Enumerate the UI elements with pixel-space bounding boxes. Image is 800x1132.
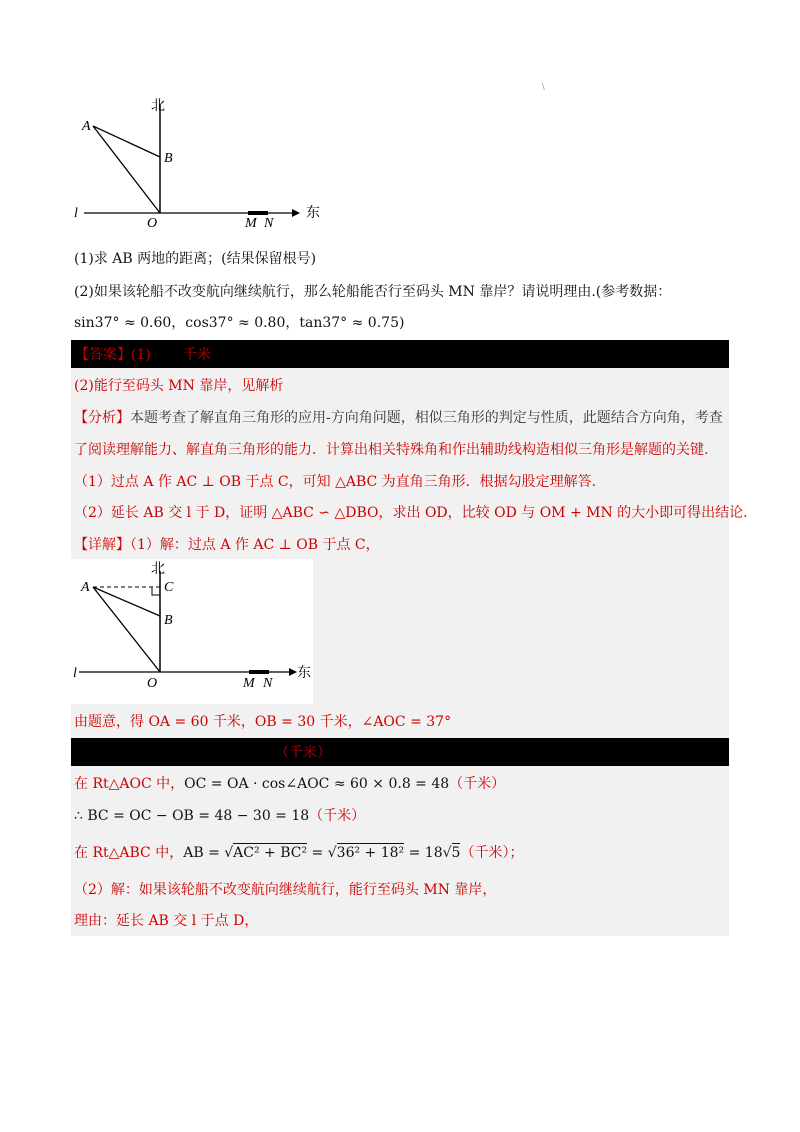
- label-north: 北: [151, 98, 165, 114]
- right-angle-mark: [152, 587, 160, 595]
- detail-text-1: （1）解：过点 A 作 AC ⊥ OB 于点 C，: [130, 537, 380, 553]
- analysis-text-1: 本题考查了解直角三角形的应用-方向角问题，相似三角形的判定与性质，此题结合方向角，考查: [130, 410, 723, 426]
- answer-line-2: (2)能行至码头 MN 靠岸，见解析: [74, 378, 284, 394]
- east-arrow-icon: [292, 209, 300, 217]
- reason-line: 理由：延长 AB 交 l 于点 D，: [74, 913, 259, 929]
- label-A: A: [82, 119, 91, 134]
- sqrt-2: √36² + 18²: [327, 845, 405, 861]
- oc-unit: （千米）: [449, 776, 506, 792]
- detail-tag: 【详解】: [74, 537, 130, 553]
- analysis-tag: 【分析】: [74, 410, 130, 426]
- ab-line: [74, 843, 523, 863]
- label-M-2: M: [243, 676, 255, 691]
- ab-radicand-1: AC² + BC²: [233, 845, 308, 861]
- ab-unit: （千米）；: [460, 845, 524, 861]
- label-C-2: C: [164, 580, 174, 595]
- bc-unit: （千米）: [309, 808, 366, 824]
- label-M: M: [245, 216, 257, 231]
- sqrt-1: √AC² + BC²: [224, 845, 308, 861]
- label-B-2: B: [164, 613, 173, 628]
- ab-eq: =: [307, 845, 328, 861]
- bc-line: [74, 806, 365, 826]
- analysis-line-2: 了阅读理解能力、解直角三角形的能力．计算出相关特殊角和作出辅助线构造相似三角形是解题的关键.: [74, 442, 709, 458]
- analysis-step-1: （1）过点 A 作 AC ⊥ OB 于点 C，可知 △ABC 为直角三角形．根据勾股定理解答.: [74, 474, 597, 490]
- label-N-2: N: [263, 676, 273, 691]
- ab-formula-left: AB =: [183, 845, 225, 861]
- detail-line-1: [74, 535, 380, 555]
- given-values: 由题意，得 OA = 60 千米，OB = 30 千米，∠AOC = 37°: [74, 714, 452, 730]
- label-A-2: A: [81, 580, 90, 595]
- line-AO: [93, 126, 160, 213]
- question-2: (2)如果该轮船不改变航向继续航行，那么轮船能否行至码头 MN 靠岸？请说明理由.(参考数据：: [74, 284, 672, 300]
- oc-prefix: 在 Rt△AOC 中，: [74, 776, 185, 792]
- hidden-step-unit: （千米）: [275, 745, 331, 761]
- analysis-step-2: （2）延长 AB 交 l 于 D，证明 △ABC ∽ △DBO，求出 OD，比较 OD 与 OM + MN 的大小即可得出结论.: [74, 505, 748, 521]
- question-1: (1)求 AB 两地的距离；(结果保留根号): [74, 251, 317, 267]
- label-l-2: l: [73, 666, 77, 681]
- ab-result: = 18: [404, 845, 443, 861]
- ab-prefix: 在 Rt△ABC 中，: [74, 845, 184, 861]
- sqrt-3: √5: [442, 845, 461, 861]
- figure-2-diagram: [71, 559, 313, 704]
- figure-1-diagram: [70, 92, 320, 232]
- line-AO-2: [93, 587, 160, 672]
- line-AB: [93, 126, 160, 157]
- label-O-2: O: [147, 676, 158, 691]
- label-O: O: [147, 216, 158, 231]
- answer-unit: 千米: [183, 347, 211, 363]
- label-B: B: [164, 151, 173, 166]
- label-east-2: 东: [297, 665, 311, 681]
- part-2-line: （2）解：如果该轮船不改变航向继续航行，能行至码头 MN 靠岸，: [74, 882, 497, 898]
- oc-formula: OC = OA · cos∠AOC ≈ 60 × 0.8 = 48: [184, 776, 450, 792]
- label-N: N: [264, 216, 274, 231]
- answer-tag: 【答案】(1): [75, 347, 151, 363]
- hidden-step-band: [71, 738, 729, 766]
- analysis-line-1: [74, 408, 723, 428]
- bc-formula: ∴ BC = OC − OB = 48 − 30 = 18: [74, 808, 310, 824]
- stray-mark: \: [542, 82, 545, 91]
- line-AB-2: [93, 587, 160, 616]
- ab-root: 5: [451, 845, 461, 861]
- oc-line: [74, 774, 505, 794]
- label-l: l: [74, 206, 78, 221]
- reference-data: sin37° ≈ 0.60，cos37° ≈ 0.80，tan37° ≈ 0.75): [74, 315, 405, 331]
- ab-radicand-2: 36² + 18²: [336, 845, 405, 861]
- label-east: 东: [306, 205, 320, 221]
- label-north-2: 北: [151, 561, 165, 577]
- east-arrow-icon-2: [289, 668, 297, 676]
- answer-band: [71, 340, 729, 368]
